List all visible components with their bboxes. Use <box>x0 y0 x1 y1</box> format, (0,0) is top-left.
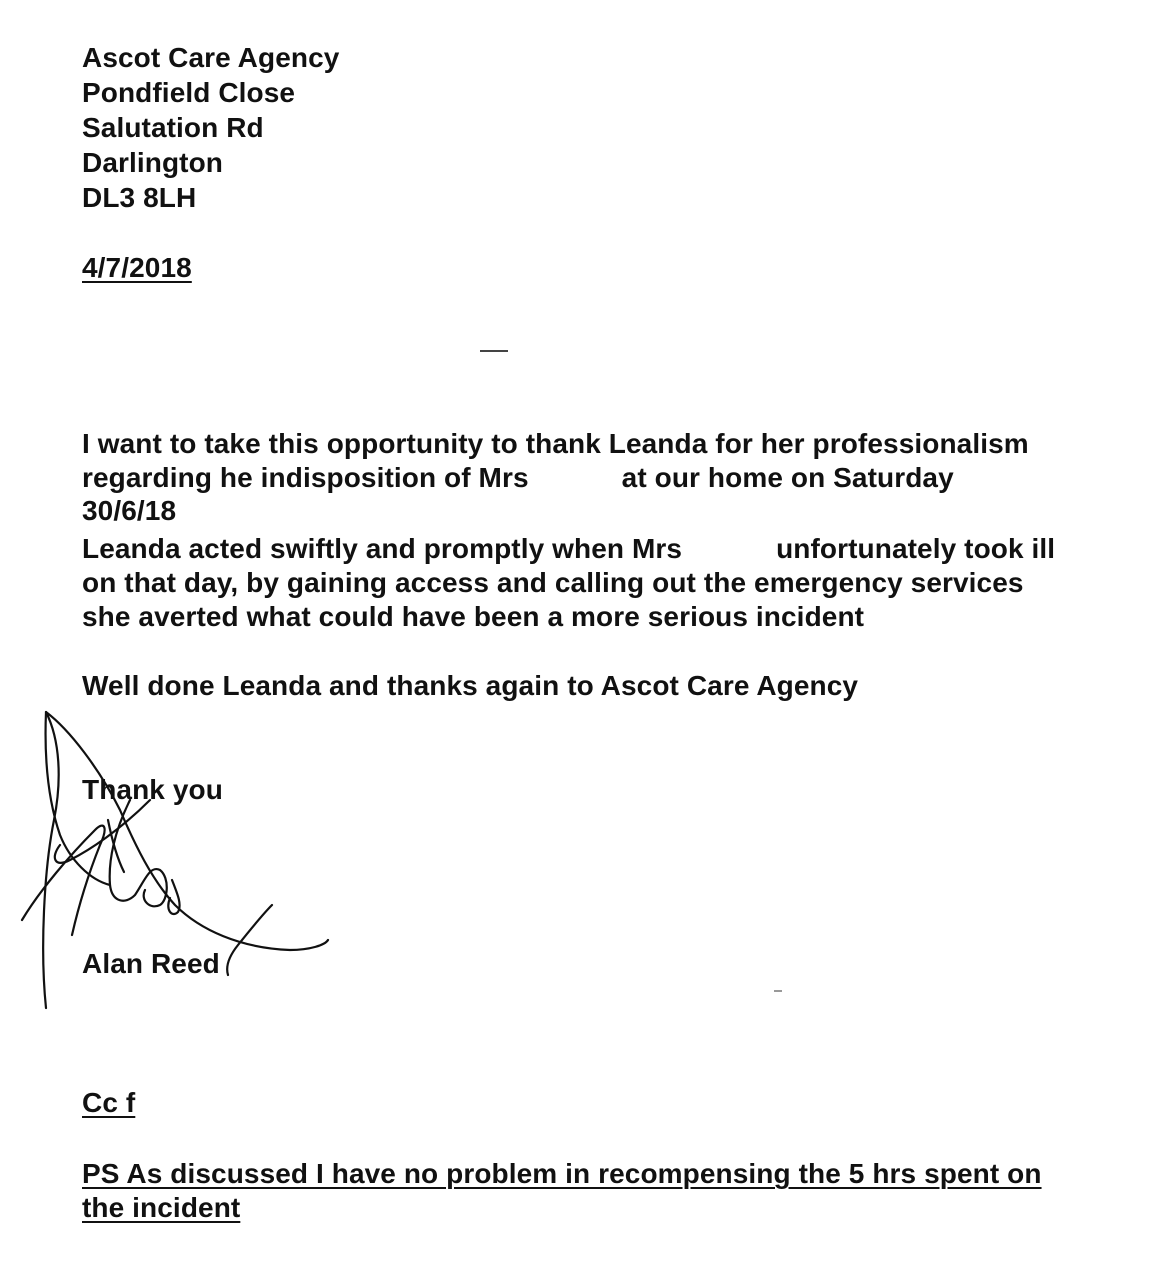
address-line-1: Ascot Care Agency <box>82 42 340 73</box>
body-line-part: Leanda acted swiftly and promptly when Mrs <box>82 533 683 564</box>
body-line: 30/6/18 <box>82 495 177 526</box>
body-line: she averted what could have been a more serious incident <box>82 601 865 632</box>
address-line-4: Darlington <box>82 147 223 178</box>
body-line-part: regarding he indisposition of Mrs <box>82 462 529 493</box>
address-line-5: DL3 8LH <box>82 182 197 213</box>
address-line-2: Pondfield Close <box>82 77 296 108</box>
body-line-part: unfortunately took ill <box>776 533 1056 564</box>
body-line: I want to take this opportunity to thank Leanda for her professionalism <box>82 428 1029 459</box>
closing: Thank you <box>82 774 223 805</box>
scan-mark <box>774 990 782 992</box>
address-line-3: Salutation Rd <box>82 112 264 143</box>
body-line: Well done Leanda and thanks again to Ascot Care Agency <box>82 670 859 701</box>
signatory-name: Alan Reed <box>82 948 220 979</box>
ps-line-2: the incident <box>82 1192 241 1223</box>
body-line-part: at our home on Saturday <box>621 462 954 493</box>
letter-date: 4/7/2018 <box>82 252 192 283</box>
body-line: on that day, by gaining access and calling out the emergency services <box>82 567 1024 598</box>
cc-line: Cc f <box>82 1087 136 1118</box>
ps-line-1: PS As discussed I have no problem in recompensing the 5 hrs spent on <box>82 1158 1042 1189</box>
